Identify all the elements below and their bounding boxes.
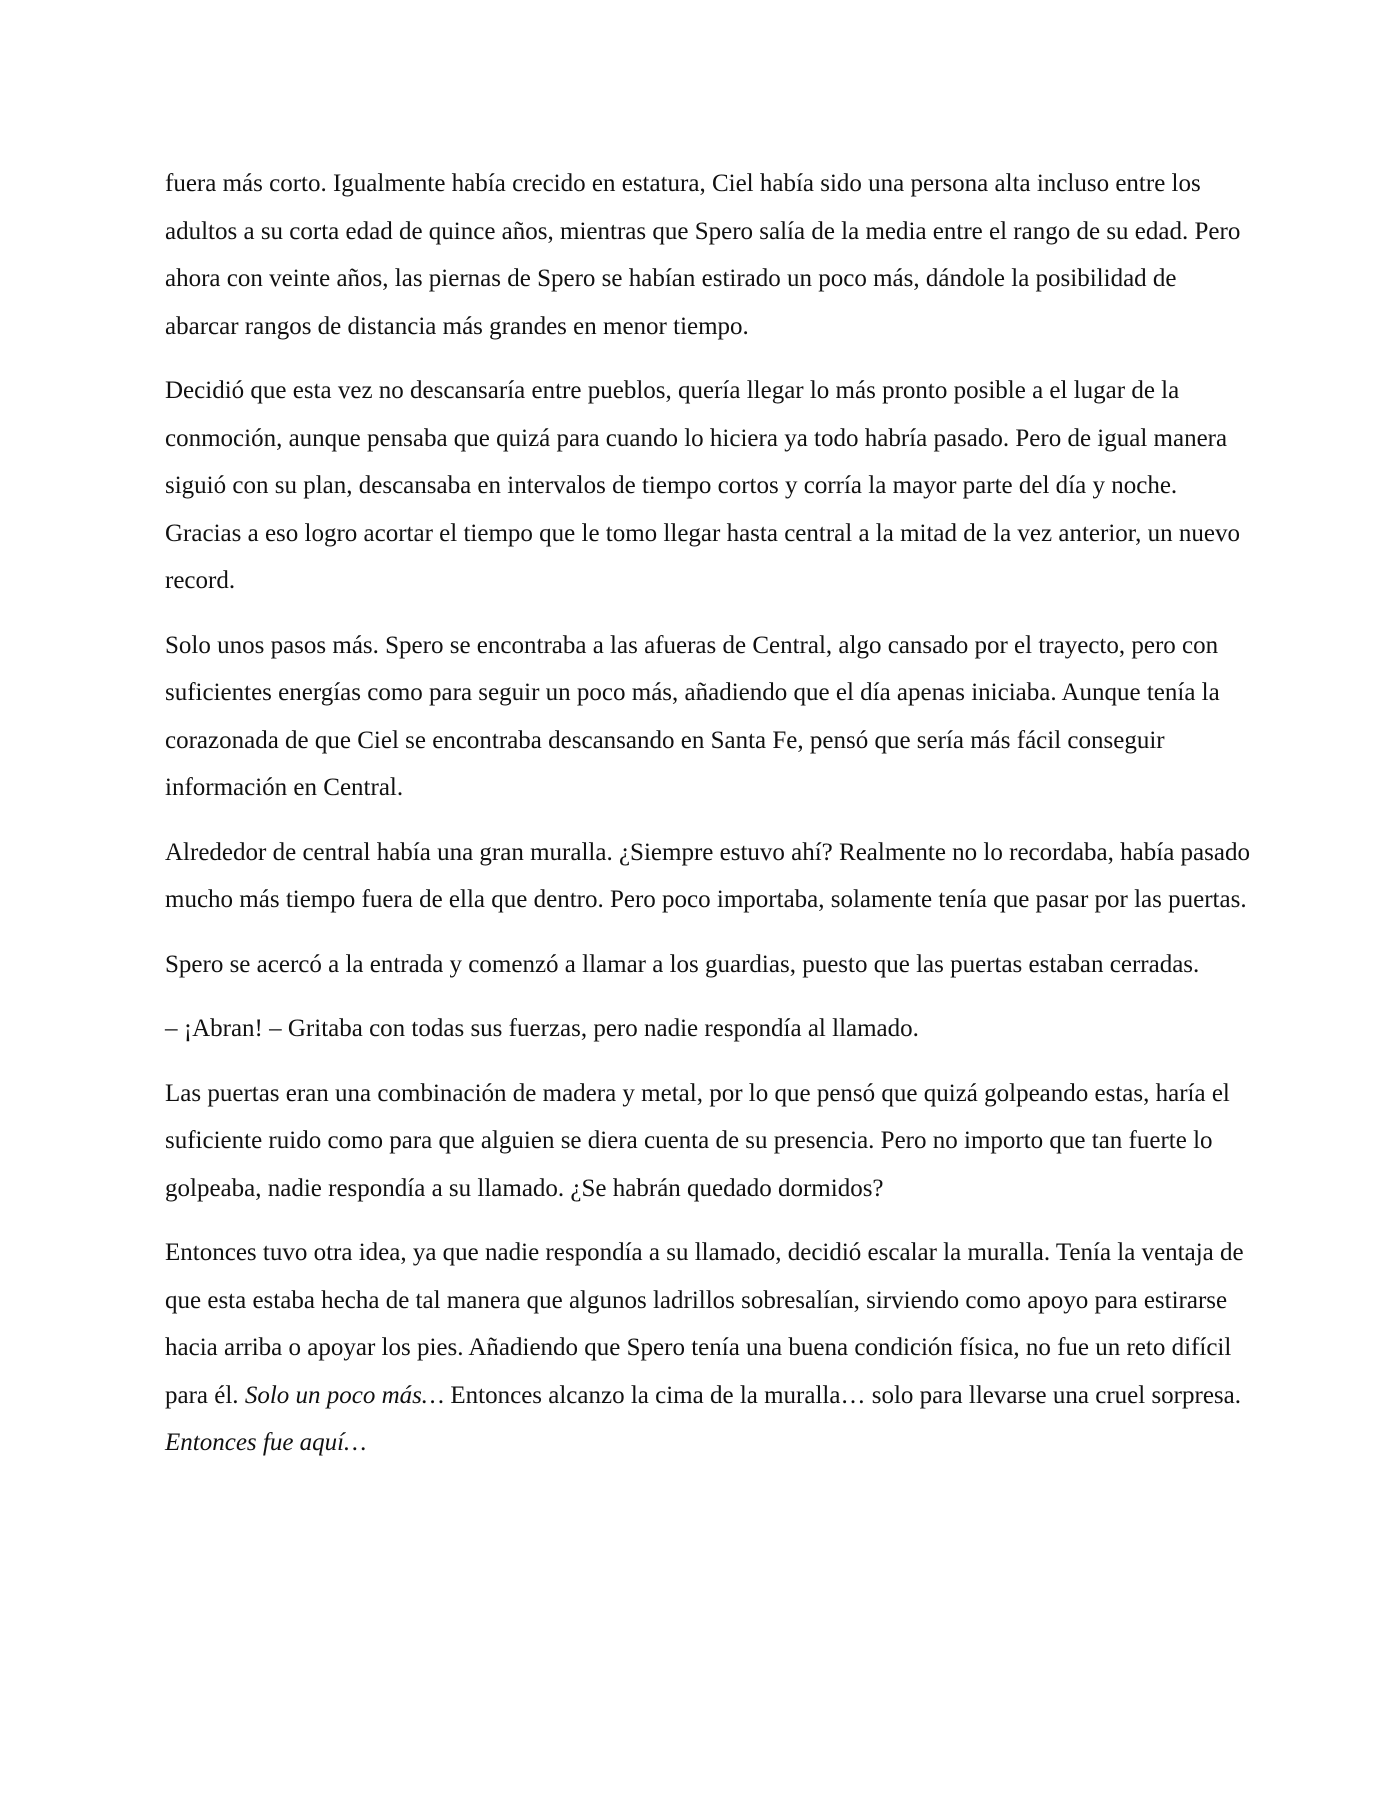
paragraph-5	[165, 941, 1250, 989]
paragraph-8	[165, 1229, 1250, 1467]
dialogue-line	[165, 1005, 1250, 1053]
paragraph-1	[165, 160, 1250, 350]
paragraph-5-text: Spero se acercó a la entrada y comenzó a llamar a los guardias, puesto que las puertas estaban cerradas.	[165, 950, 1200, 978]
paragraph-7	[165, 1070, 1250, 1213]
paragraph-8-text-b: Entonces alcanzo la cima de la muralla… solo para llevarse una cruel sorpresa.	[444, 1381, 1241, 1409]
paragraph-1-text: fuera más corto. Igualmente había crecido en estatura, Ciel había sido una persona alta incluso entre los adultos a su corta edad de quince años, mientras que Spero salía de la media entre el rango de su edad. Pero ahora con veinte años, las piernas de Spero se habían estirado un poco más, dándole la posibilidad de abarcar rangos de distancia más grandes en menor tiempo.	[165, 170, 1241, 340]
paragraph-2-text: Decidió que esta vez no descansaría entre pueblos, quería llegar lo más pronto posible a el lugar de la conmoción, aunque pensaba que quizá para cuando lo hiciera ya todo habría pasado. Pero de igual manera siguió con su plan, descansaba en intervalos de tiempo cortos y corría la mayor parte del día y noche. Gracias a eso logro acortar el tiempo que le tomo llegar hasta central a la mitad de la vez anterior, un nuevo record.	[165, 377, 1240, 594]
paragraph-8-text-a: Entonces tuvo otra idea, ya que nadie respondía a su llamado, decidió escalar la muralla. Tenía la ventaja de que esta estaba hecha de tal manera que algunos ladrillos sobresalían, sirviendo como apoyo para estirarse hacia arriba o apoyar los pies. Añadiendo que Spero tenía una buena condición física, no fue un reto difícil para él.	[165, 1239, 1244, 1409]
paragraph-3	[165, 622, 1250, 812]
paragraph-2	[165, 367, 1250, 605]
paragraph-4	[165, 829, 1250, 924]
paragraph-8-italic-thought-1: Solo un poco más…	[244, 1381, 445, 1409]
paragraph-3-text: Solo unos pasos más. Spero se encontraba a las afueras de Central, algo cansado por el trayecto, pero con suficientes energías como para seguir un poco más, añadiendo que el día apenas iniciaba. Aunque tenía la corazonada de que Ciel se encontraba descansando en Santa Fe, pensó que sería más fácil conseguir información en Central.	[165, 631, 1220, 801]
paragraph-8-italic-thought-2: Entonces fue aquí…	[165, 1429, 367, 1456]
paragraph-7-text: Las puertas eran una combinación de madera y metal, por lo que pensó que quizá golpeando estas, haría el suficiente ruido como para que alguien se diera cuenta de su presencia. Pero no importo que tan fuerte lo golpeaba, nadie respondía a su llamado. ¿Se habrán quedado dormidos?	[165, 1079, 1230, 1202]
dialogue-line-text: – ¡Abran! – Gritaba con todas sus fuerzas, pero nadie respondía al llamado.	[165, 1015, 919, 1042]
paragraph-4-text: Alrededor de central había una gran muralla. ¿Siempre estuvo ahí? Realmente no lo recordaba, había pasado mucho más tiempo fuera de ella que dentro. Pero poco importaba, solamente tenía que pasar por las puertas.	[165, 838, 1250, 913]
